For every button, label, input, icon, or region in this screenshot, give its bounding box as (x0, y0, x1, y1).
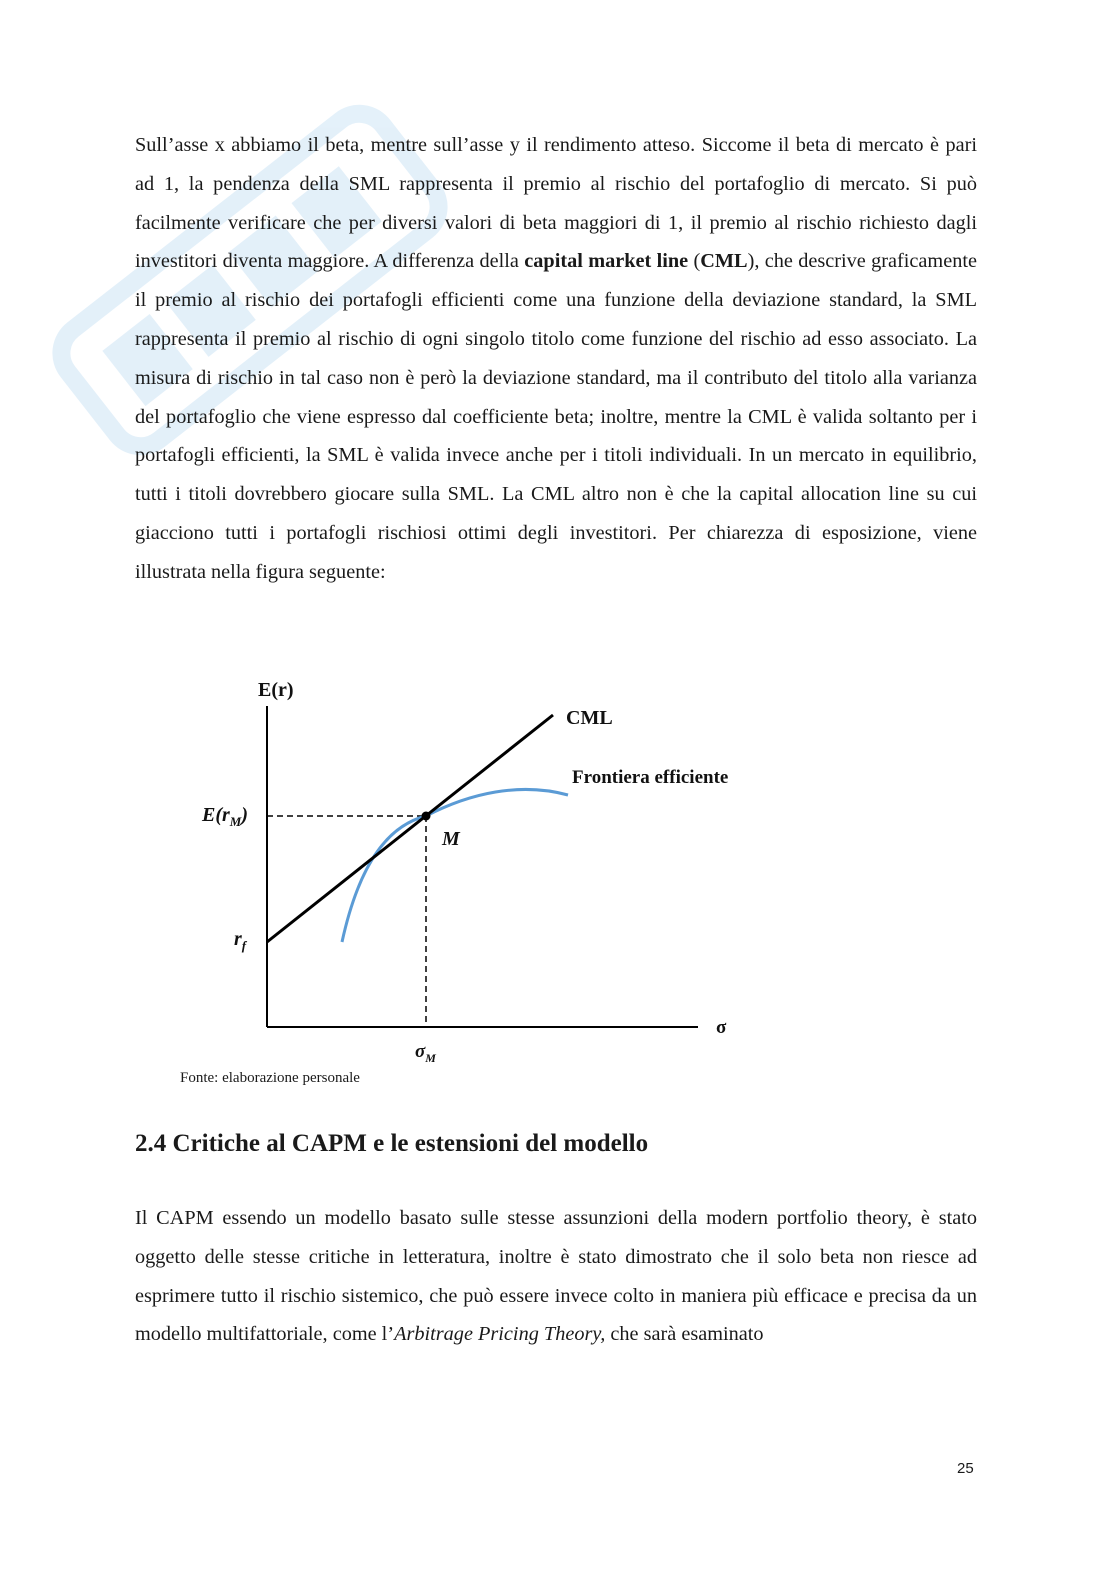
frontier-label: Frontiera efficiente (572, 767, 729, 788)
figure-source-note: Fonte: elaborazione personale (180, 1070, 360, 1086)
erm-label: $E(r_M)$ (202, 804, 249, 829)
sigma-m-label: $\sigma_M$ (415, 1041, 436, 1065)
italic-apt: Arbitrage Pricing Theory, (394, 1323, 606, 1346)
efficient-frontier-curve (342, 789, 568, 942)
y-axis-label: E(r) (258, 679, 294, 701)
market-portfolio-point (422, 812, 431, 821)
market-portfolio-label: M (442, 828, 460, 850)
cml-line (267, 715, 553, 942)
bold-abbrev-cml: CML (700, 250, 748, 273)
x-axis-label: σ (716, 1017, 727, 1038)
page-number: 25 (957, 1460, 974, 1477)
bold-term-cml: capital market line (524, 250, 689, 273)
body-paragraph-1: Sull’asse x abbiamo il beta, mentre sull’asse y il rendimento atteso. Siccome il beta di mercato è pari ad 1, la pendenza della SML rappresenta il premio al rischio del portafoglio di mercato. Si può facilmente verificare che per diversi valori di beta maggiori di 1, il premio al rischio richiesto dagli investitori diventa maggiore. A differenza della capital market line (CML), che descrive graficamente il premio al rischio dei portafogli efficienti come una funzione della deviazione standard, la SML rappresenta il premio al rischio di ogni singolo titolo come funzione del rischio ad esso associato. La misura di rischio in tal caso non è però la deviazione standard, ma il contributo del titolo alla varianza del portafoglio che viene espresso dal coefficiente beta; inoltre, mentre la CML è valida soltanto per i portafogli efficienti, la SML è valida invece anche per i titoli individuali. In un mercato in equilibrio, tutti i titoli dovrebbero giocare sulla SML. La CML altro non è che la capital allocation line su cui giacciono tutti i portafogli rischiosi ottimi degli investitori. Per chiarezza di esposizione, viene illustrata nella figura seguente: (135, 134, 977, 583)
cml-label: CML (566, 707, 613, 729)
body-paragraph-2: Il CAPM essendo un modello basato sulle stesse assunzioni della modern portfolio theory, è stato oggetto delle stesse critiche in letteratura, inoltre è stato dimostrato che il solo beta non riesce ad esprimere tutto il rischio sistemico, che può essere invece colto in maniera più efficace e precisa da un modello multifattoriale, come l’Arbitrage Pricing Theory, che sarà esaminato (135, 1207, 977, 1346)
section-heading: 2.4 Critiche al CAPM e le estensioni del modello (135, 1130, 649, 1157)
risk-free-label: $r_f$ (234, 928, 247, 953)
